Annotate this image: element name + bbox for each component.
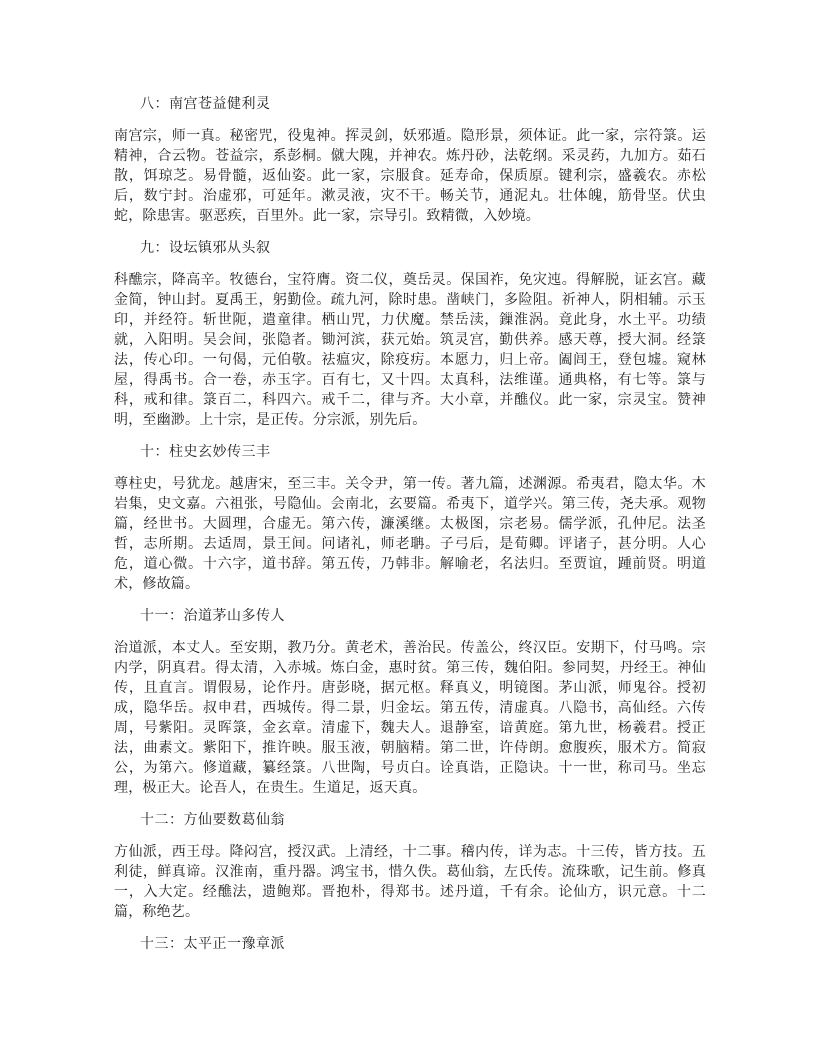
section-heading: 十二：方仙要数葛仙翁: [140, 813, 285, 828]
section-body: 尊柱史，号犹龙。越唐宋，至三丰。关令尹，第一传。著九篇，述渊源。希夷君，隐太华。木岩集，史文嘉。六祖张，号隐仙。会南北，玄要篇。希夷下，道学兴。第三传，尧夫承。观物篇，经世书。大圆理，合虚无。第六传，濂溪继。太极图，宗老易。儒学派，孔仲尼。法圣哲，志所期。去适周，景王间。问诸礼，师老聃。子弓后，是荀卿。评诸子，甚分明。人心危，道心微。十六字，道书辞。第五传，乃韩非。解喻老，名法归。至贾谊，踵前贤。明道术，修故篇。: [114, 477, 706, 592]
section-8: [114, 95, 706, 227]
section-12: [114, 811, 706, 923]
section-heading: 十：柱史玄妙传三丰: [140, 445, 271, 460]
section-heading: 九：设坛镇邪从头叙: [140, 241, 271, 256]
section-heading: 十一：治道茅山多传人: [140, 609, 285, 624]
section-body: 方仙派，西王母。降闷宫，授汉武。上清经，十二事。稽内传，详为志。十三传，皆方技。五利徒，鲜真谛。汉淮南，重丹器。鸿宝书，惜久佚。葛仙翁，左氏传。流珠歌，记生前。修真一，入大定。经醮法，遗鲍郑。晋抱朴，得郑书。述丹道，千有余。论仙方，识元意。十二篇，称绝艺。: [114, 845, 706, 920]
section-10: [114, 443, 706, 595]
section-body: 科醮宗，降高辛。牧德台，宝符膺。资二仪，奠岳灵。保国祚，免灾迍。得解脱，证玄宫。藏金简，钟山封。夏禹王，躬勤俭。疏九河，除时患。凿峡门，多险阻。祈神人，阴相辅。示玉印，并经符。斩世阨，遣童律。栖山咒，力伏魔。禁岳渎，鏁淮涡。竟此身，水土平。功绩就，入阳明。吴会间，张隐者。锄河滨，获元始。筑灵宫，勤供养。感天尊，授大洞。经箓法，传心印。一句偈，元伯敬。祛瘟灾，除疫疠。本愿力，归上帝。阖闾王，登包墟。窥林屋，得禹书。合一卷，赤玉字。百有七，又十四。太真科，法维谨。通典格，有七等。箓与科，戒和律。箓百二，科四六。戒千二，律与齐。大小章，并醮仪。此一家，宗灵宝。赞神明，至幽渺。上十宗，是正传。分宗派，别先后。: [114, 273, 706, 428]
section-9: [114, 239, 706, 431]
section-heading: 八：南宫苍益健利灵: [140, 97, 271, 112]
section-body: 南宫宗，师一真。秘密咒，役鬼神。挥灵剑，妖邪遁。隐形景，须体证。此一家，宗符箓。运精神，合云物。苍益宗，系彭桐。僦大隗，并神农。炼丹砂，法乾纲。采灵药，九加方。茹石散，饵琼芝。易骨髓，返仙姿。此一家，宗服食。延寿命，保质原。键利宗，盛羲农。赤松后，数宁封。治虚邪，可延年。漱灵液，灾不干。畅关节，通泥丸。壮体魄，筋骨坚。伏虫蛇，除患害。驱恶疾，百里外。此一家，宗导引。致精微，入妙境。: [114, 129, 706, 224]
section-body: 治道派，本丈人。至安期，教乃分。黄老术，善治民。传盖公，终汉臣。安期下，付马鸣。宗内学，阴真君。得太清，入赤城。炼白金，惠时贫。第三传，魏伯阳。参同契，丹经王。神仙传，且直言。谓假易，论作丹。唐彭晓，据元枢。释真义，明镜图。茅山派，师鬼谷。授初成，隐华岳。叔申君，西城传。得二景，归金坛。第五传，清虚真。八隐书，高仙经。六传周，号紫阳。灵晖箓，金玄章。清虚下，魏夫人。退静室，谙黄庭。第九世，杨羲君。授正法，曲素文。紫阳下，推许映。服玉液，朝脑精。第二世，许侍朗。愈腹疾，服术方。简寂公，为第六。修道藏，纂经箓。八世陶，号贞白。诠真诰，正隐诀。十一世，称司马。坐忘理，极正大。论吾人，在贵生。生道足，返天真。: [114, 641, 706, 796]
section-13: [114, 935, 706, 955]
section-heading: 十三：太平正一豫章派: [140, 937, 285, 952]
section-11: [114, 607, 706, 799]
